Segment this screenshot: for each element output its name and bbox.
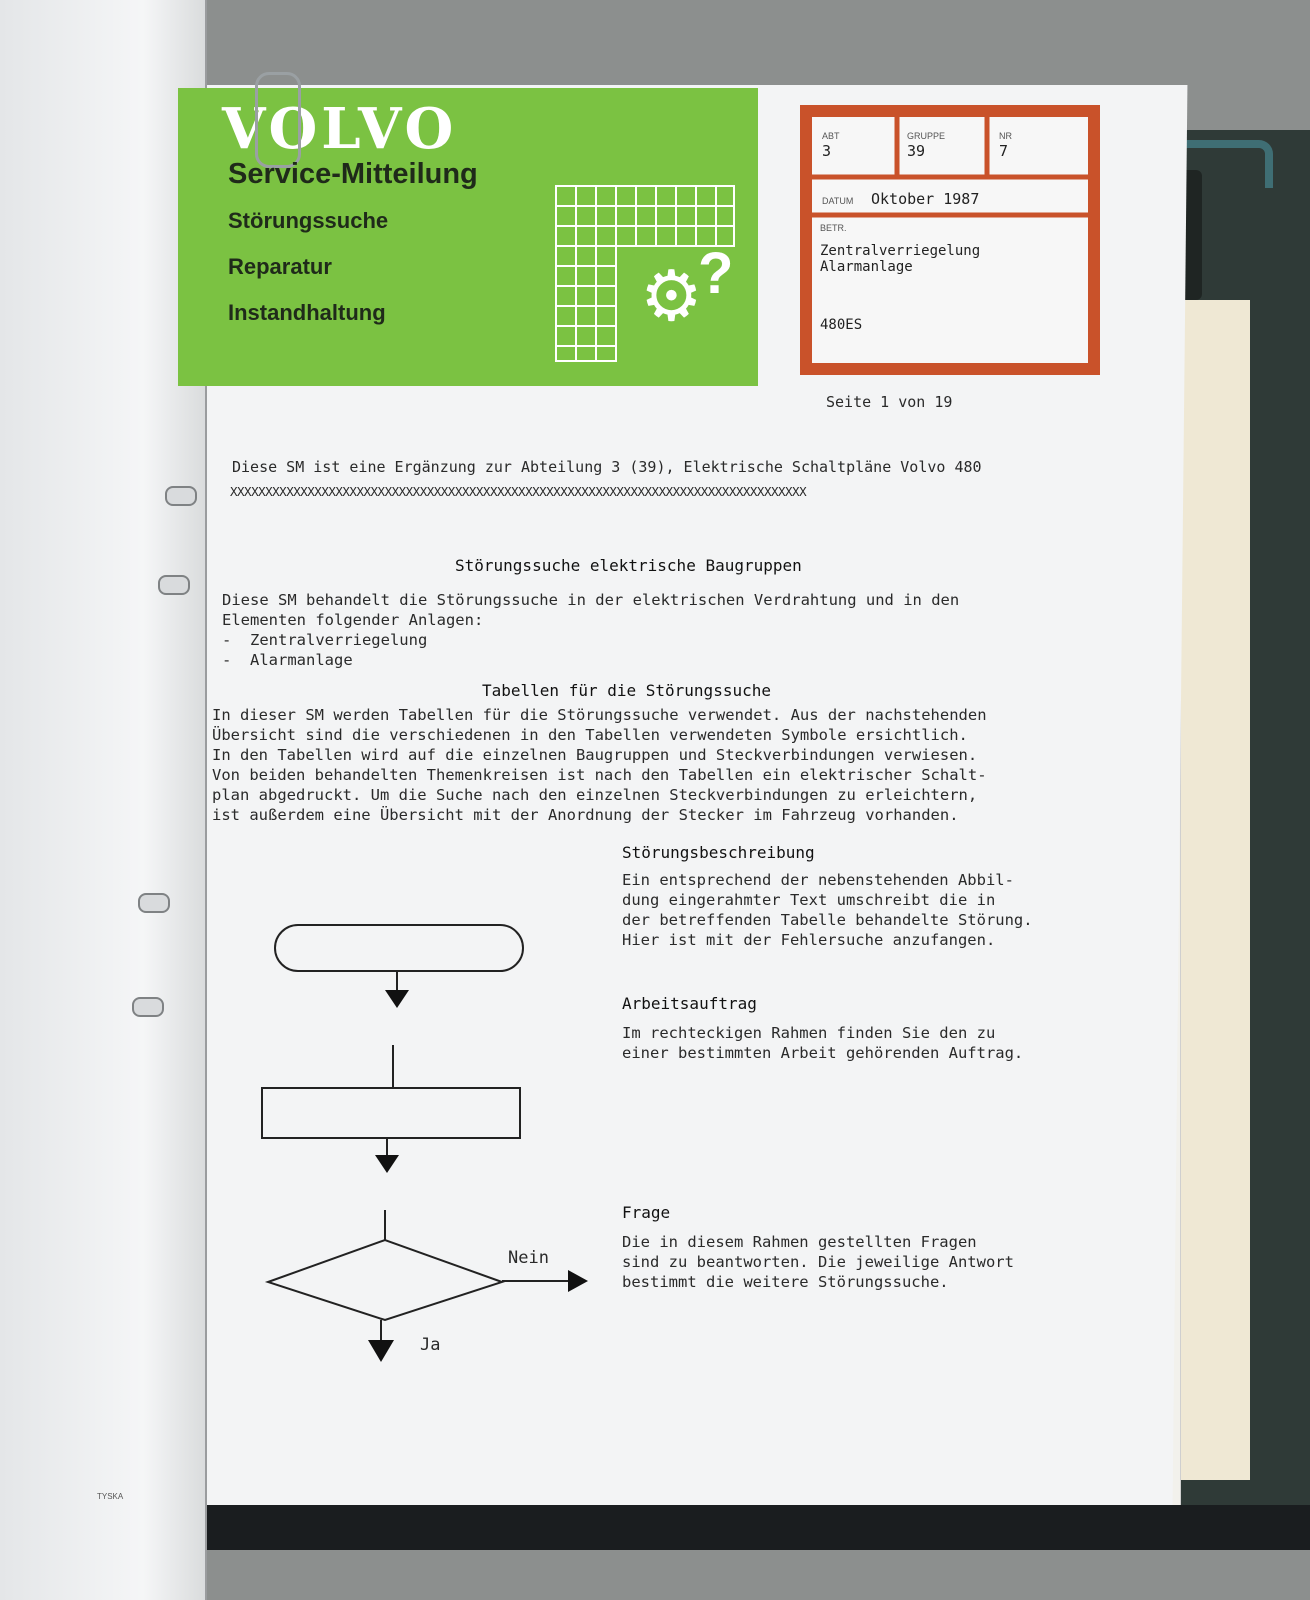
section1-line: Diese SM behandelt die Störungssuche in der elektrischen Verdrahtung und in den — [222, 591, 960, 609]
metadata-box — [800, 105, 1100, 375]
gruppe-value: 39 — [907, 142, 926, 160]
section1-line: - Zentralverriegelung — [222, 631, 428, 649]
section2-line: In den Tabellen wird auf die einzelnen Baugruppen und Steckverbindungen verwiesen. — [212, 746, 978, 764]
section2-line: plan abgedruckt. Um die Suche nach den einzelnen Steckverbindungen zu erleichtern, — [212, 786, 978, 804]
section2-line: Von beiden behandelten Themenkreisen ist nach den Tabellen ein elektrischer Schalt- — [212, 766, 987, 784]
section2-body — [212, 705, 987, 825]
flow-label-yes: Ja — [420, 1335, 441, 1355]
paperclip-icon — [255, 72, 301, 168]
symbol3-line: sind zu beantworten. Die jeweilige Antwort — [622, 1253, 1014, 1271]
model-value: 480ES — [820, 317, 863, 333]
service-title: Service-Mitteilung — [228, 158, 478, 190]
arrow-down-icon — [368, 1340, 394, 1362]
symbol1-heading: Störungsbeschreibung — [622, 843, 815, 862]
x-separator: XXXXXXXXXXXXXXXXXXXXXXXXXXXXXXXXXXXXXXXXXXXXXXXXXXXXXXXXXXXXXXXXXXXXXXXXXXXXXXXXXX — [230, 484, 807, 499]
symbol3-line: Die in diesem Rahmen gestellten Fragen — [622, 1233, 977, 1251]
section1-line: Elementen folgender Anlagen: — [222, 611, 484, 629]
binder-ring — [158, 575, 190, 595]
binder-ring — [132, 997, 164, 1017]
volvo-logo: VOLVO — [222, 96, 458, 162]
symbol2-line: Im rechteckigen Rahmen finden Sie den zu — [622, 1024, 996, 1042]
left-facing-page — [0, 0, 207, 1600]
abt-cell — [822, 131, 840, 160]
symbol1-line: der betreffenden Tabelle behandelte Störung. — [622, 911, 1033, 929]
betr-cell — [820, 223, 980, 333]
datum-cell — [822, 189, 979, 208]
subtitle-maintenance: Instandhaltung — [228, 300, 386, 325]
datum-label: DATUM — [822, 196, 854, 206]
symbol1-body — [622, 870, 1033, 950]
symbol3-line: bestimmt die weitere Störungssuche. — [622, 1273, 949, 1291]
arrow-down-icon — [375, 1155, 399, 1173]
page-number: Seite 1 von 19 — [826, 393, 953, 411]
section2-heading: Tabellen für die Störungssuche — [482, 681, 771, 700]
question-mark-icon: ? — [698, 241, 734, 306]
section2-line: Übersicht sind die verschiedenen in den Tabellen verwendeten Symbole ersichtlich. — [212, 726, 968, 744]
symbol1-line: Hier ist mit der Fehlersuche anzufangen. — [622, 931, 996, 949]
binder-ring — [165, 486, 197, 506]
nr-cell — [999, 131, 1012, 160]
abt-value: 3 — [822, 142, 832, 160]
symbol3-body — [622, 1232, 1014, 1292]
symbol2-line: einer bestimmten Arbeit gehörenden Auftrag. — [622, 1044, 1024, 1062]
subtitle-repair: Reparatur — [228, 254, 332, 279]
gruppe-cell — [907, 131, 945, 160]
gruppe-label: GRUPPE — [907, 131, 946, 141]
symbol2-heading: Arbeitsauftrag — [622, 994, 757, 1013]
flow-label-no: Nein — [508, 1248, 549, 1268]
section1-line: - Alarmanlage — [222, 651, 353, 669]
nr-label: NR — [999, 131, 1012, 141]
arrow-down-icon — [385, 990, 409, 1008]
section2-line: In dieser SM werden Tabellen für die Störungssuche verwendet. Aus der nachstehenden — [212, 706, 987, 724]
footer-tiny-text: TYSKA — [97, 1492, 124, 1501]
symbol3-heading: Frage — [622, 1203, 671, 1222]
section1-heading: Störungssuche elektrische Baugruppen — [455, 556, 802, 575]
betr-line2: Alarmanlage — [820, 259, 913, 275]
flowchart-symbols — [250, 900, 600, 1380]
gear-icon: ⚙ — [640, 257, 703, 335]
binder-ring — [138, 893, 170, 913]
arrow-right-icon — [568, 1270, 588, 1292]
binder-bottom-edge — [100, 1505, 1310, 1550]
intro-text: Diese SM ist eine Ergänzung zur Abteilung 3 (39), Elektrische Schaltpläne Volvo 480 — [232, 458, 982, 476]
terminator-shape — [275, 925, 523, 971]
symbol1-line: Ein entsprechend der nebenstehenden Abbil- — [622, 871, 1014, 889]
abt-label: ABT — [822, 131, 840, 141]
datum-value: Oktober 1987 — [870, 190, 980, 208]
section1-body — [222, 590, 959, 670]
symbol2-body — [622, 1023, 1023, 1063]
process-rectangle — [262, 1088, 520, 1138]
symbol1-line: dung eingerahmter Text umschreibt die in — [622, 891, 996, 909]
decision-diamond — [268, 1240, 502, 1320]
betr-line1: Zentralverriegelung — [820, 243, 981, 259]
section2-line: ist außerdem eine Übersicht mit der Anordnung der Stecker im Fahrzeug vorhanden. — [212, 806, 959, 824]
subtitle-troubleshooting: Störungssuche — [228, 208, 389, 233]
nr-value: 7 — [999, 142, 1009, 160]
betr-label: BETR. — [820, 223, 847, 233]
